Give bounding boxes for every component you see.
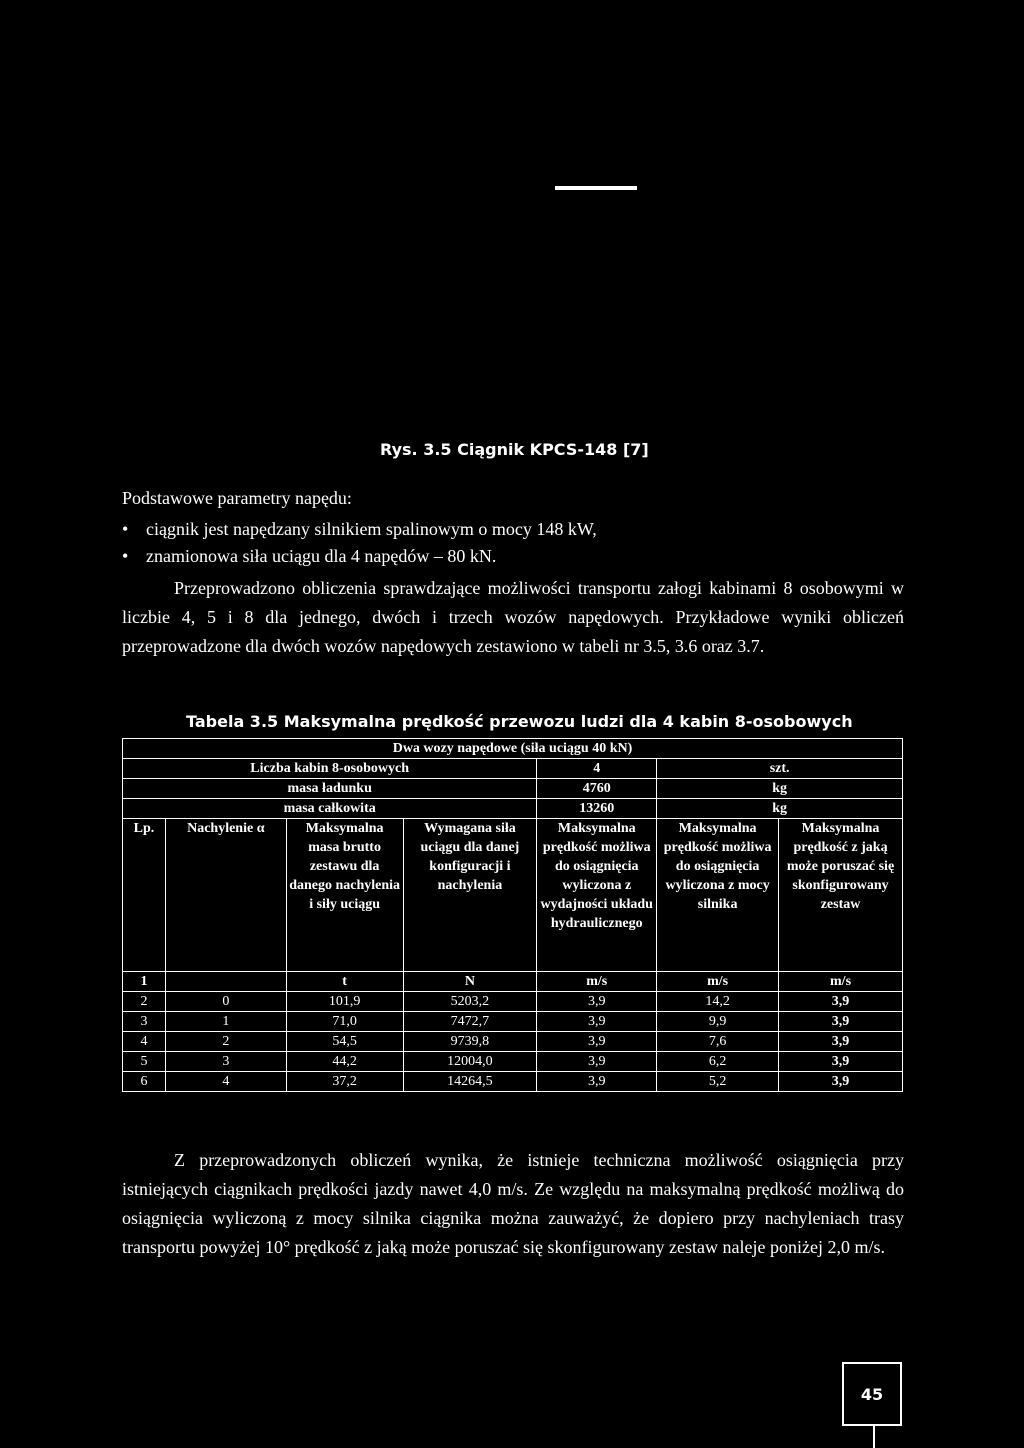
table-row (123, 992, 903, 1012)
table-cell: 4 (123, 1032, 166, 1052)
table-cell: 5 (123, 1052, 166, 1072)
table-cell: 9,9 (657, 1012, 779, 1032)
table-row (123, 1052, 903, 1072)
params-list (122, 516, 597, 570)
column-header: Nachylenie α (165, 819, 286, 972)
page-number-tick (873, 1424, 875, 1448)
column-header: Maksymalna prędkość możliwa do osiągnięcia wyliczona z wydajności układu hydraulicznego (537, 819, 657, 972)
table-cell: 7472,7 (403, 1012, 537, 1032)
params-heading: Podstawowe parametry napędu: (122, 488, 352, 508)
table-cell: 54,5 (286, 1032, 403, 1052)
table-cell: 14,2 (657, 992, 779, 1012)
speed-table (122, 738, 903, 1092)
column-header: Wymagana siła uciągu dla danej konfiguracji i nachylenia (403, 819, 537, 972)
table-cell: 3 (123, 1012, 166, 1032)
list-item: • ciągnik jest napędzany silnikiem spalinowym o mocy 148 kW, (122, 516, 597, 543)
units-cell: t (286, 972, 403, 992)
units-cell: m/s (779, 972, 903, 992)
intro-paragraph: Przeprowadzono obliczenia sprawdzające możliwości transportu załogi kabinami 8 osobowymi w liczbie 4, 5 i 8 dla jednego, dwóch i trzech wozów napędowych. Przykładowe wyniki obliczeń przeprowadzone dla dwóch wozów napędowych zestawiono w tabeli nr 3.5, 3.6 oraz 3.7. (122, 578, 904, 656)
table-cell: 101,9 (286, 992, 403, 1012)
list-item: • znamionowa siła uciągu dla 4 napędów – 80 kN. (122, 543, 597, 570)
page-number: 45 (842, 1362, 902, 1426)
table-cell: 3,9 (537, 992, 657, 1012)
table-cell: 2 (123, 992, 166, 1012)
table-cell: 5203,2 (403, 992, 537, 1012)
column-header: Lp. (123, 819, 166, 972)
table-cell: 3,9 (779, 992, 903, 1012)
table-cell: 3,9 (537, 1012, 657, 1032)
table-cell: 3,9 (537, 1032, 657, 1052)
param-label: masa całkowita (123, 799, 537, 819)
table-cell: 5,2 (657, 1072, 779, 1092)
param-unit: kg (657, 799, 903, 819)
units-cell: N (403, 972, 537, 992)
table-cell: 37,2 (286, 1072, 403, 1092)
table-row (123, 1032, 903, 1052)
table-cell: 2 (165, 1032, 286, 1052)
table-cell: 3,9 (537, 1072, 657, 1092)
table-cell: 3,9 (537, 1052, 657, 1072)
param-unit: szt. (657, 759, 903, 779)
units-cell (165, 972, 286, 992)
param-value: 4 (537, 759, 657, 779)
param-label: masa ładunku (123, 779, 537, 799)
param-value: 4760 (537, 779, 657, 799)
table-cell: 12004,0 (403, 1052, 537, 1072)
column-header: Maksymalna prędkość możliwa do osiągnięcia wyliczona z mocy silnika (657, 819, 779, 972)
table-cell: 3,9 (779, 1072, 903, 1092)
table-cell: 3,9 (779, 1032, 903, 1052)
table-cell: 3 (165, 1052, 286, 1072)
param-value: 13260 (537, 799, 657, 819)
table-cell: 71,0 (286, 1012, 403, 1032)
param-label: Liczba kabin 8-osobowych (123, 759, 537, 779)
table-title: Tabela 3.5 Maksymalna prędkość przewozu ludzi dla 4 kabin 8-osobowych (186, 712, 853, 731)
table-row (123, 1072, 903, 1092)
table-cell: 44,2 (286, 1052, 403, 1072)
figure-image-remnant (555, 186, 637, 190)
table-cell: 6 (123, 1072, 166, 1092)
table-cell: 0 (165, 992, 286, 1012)
column-header: Maksymalna masa brutto zestawu dla danego nachylenia i siły uciągu (286, 819, 403, 972)
table-header-main: Dwa wozy napędowe (siła uciągu 40 kN) (123, 739, 903, 759)
table-cell: 9739,8 (403, 1032, 537, 1052)
table-cell: 1 (165, 1012, 286, 1032)
table-cell: 6,2 (657, 1052, 779, 1072)
conclusion-paragraph: Z przeprowadzonych obliczeń wynika, że istnieje techniczna możliwość osiągnięcia przy istniejących ciągnikach prędkości jazdy nawet 4,0 m/s. Ze względu na maksymalną prędkość możliwą do osiągnięcia wyliczoną z mocy silnika ciągnika można zauważyć, że dopiero przy nachyleniach trasy transportu powyżej 10° prędkość z jaką może poruszać się skonfigurowany zestaw naleje poniżej 2,0 m/s. (122, 1150, 904, 1257)
units-cell: m/s (537, 972, 657, 992)
units-cell: m/s (657, 972, 779, 992)
table-cell: 3,9 (779, 1012, 903, 1032)
table-cell: 3,9 (779, 1052, 903, 1072)
units-cell: 1 (123, 972, 166, 992)
table-cell: 14264,5 (403, 1072, 537, 1092)
param-unit: kg (657, 779, 903, 799)
table-cell: 4 (165, 1072, 286, 1092)
table-row (123, 1012, 903, 1032)
table-cell: 7,6 (657, 1032, 779, 1052)
column-header: Maksymalna prędkość z jaką może poruszać się skonfigurowany zestaw (779, 819, 903, 972)
figure-caption: Rys. 3.5 Ciągnik KPCS-148 [7] (380, 440, 649, 459)
